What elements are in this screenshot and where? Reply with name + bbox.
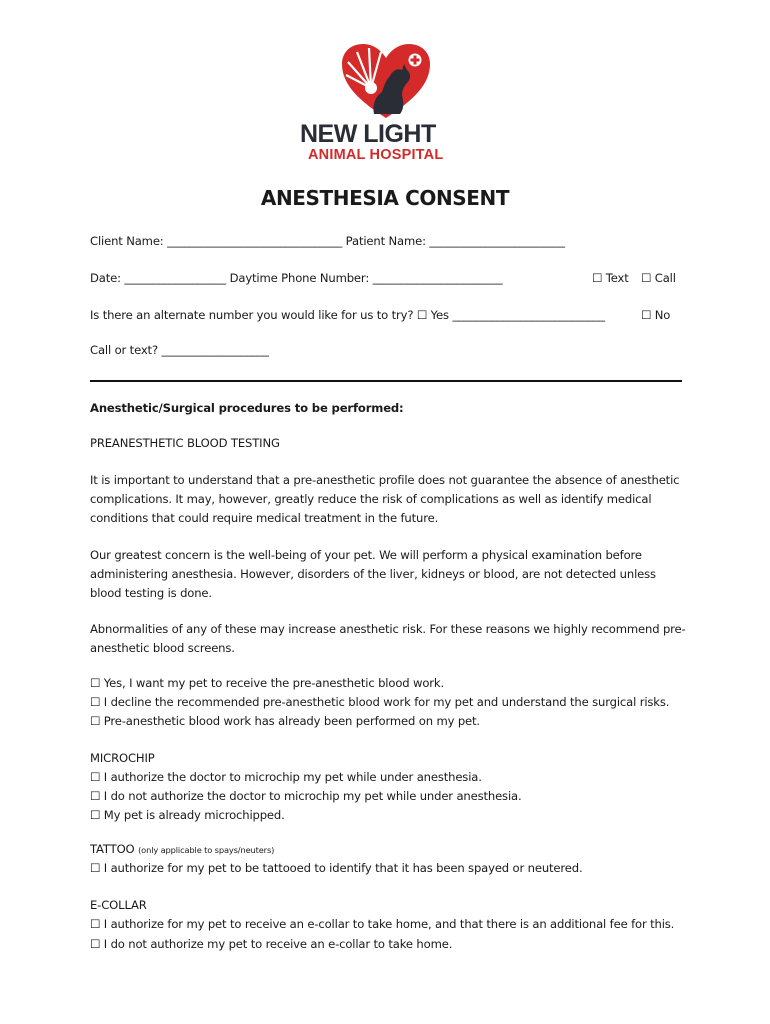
brand-subtitle: ANIMAL HOSPITAL [308, 147, 444, 163]
procedures-heading: Anesthetic/Surgical procedures to be performed: [90, 401, 404, 415]
blood-work-yes-option[interactable]: ☐ Yes, I want my pet to receive the pre-anesthetic blood work. [90, 676, 445, 690]
alternate-number-field[interactable]: Is there an alternate number you would like for us to try? ☐ Yes ___________________________ [90, 308, 605, 322]
blood-testing-paragraph-3: Abnormalities of any of these may increase anesthetic risk. For these reasons we highly recommend pre-anesthetic blood screens. [90, 622, 686, 655]
tattoo-authorize-option[interactable]: ☐ I authorize for my pet to be tattooed to identify that it has been spayed or neutered. [90, 861, 583, 875]
blood-testing-heading: PREANESTHETIC BLOOD TESTING [90, 436, 280, 450]
hospital-logo [338, 42, 434, 120]
blood-testing-paragraph-1: It is important to understand that a pre-anesthetic profile does not guarantee the absence of anesthetic complications. It may, however, greatly reduce the risk of complications as well as identify medical conditions that could require medical treatment in the future. [90, 473, 680, 525]
divider [90, 380, 682, 382]
medical-cross-icon [409, 54, 422, 67]
ecollar-heading: E-COLLAR [90, 898, 147, 912]
no-checkbox[interactable]: ☐ No [641, 308, 671, 322]
page-title: ANESTHESIA CONSENT [260, 186, 510, 210]
text-checkbox[interactable]: ☐ Text [592, 271, 629, 285]
tattoo-note: (only applicable to spays/neuters) [138, 845, 275, 855]
blood-work-done-option[interactable]: ☐ Pre-anesthetic blood work has already been performed on my pet. [90, 714, 480, 728]
microchip-heading: MICROCHIP [90, 751, 155, 765]
ecollar-decline-option[interactable]: ☐ I do not authorize my pet to receive an e-collar to take home. [90, 937, 453, 951]
call-or-text-field[interactable]: Call or text? ___________________ [90, 343, 269, 357]
tattoo-heading: TATTOO [90, 842, 135, 856]
microchip-already-option[interactable]: ☐ My pet is already microchipped. [90, 808, 285, 822]
call-checkbox[interactable]: ☐ Call [641, 271, 676, 285]
tattoo-heading-row [90, 842, 274, 856]
client-patient-name-field[interactable]: Client Name: _______________________________ Patient Name: ________________________ [90, 234, 565, 248]
microchip-authorize-option[interactable]: ☐ I authorize the doctor to microchip my pet while under anesthesia. [90, 770, 482, 784]
blood-work-decline-option[interactable]: ☐ I decline the recommended pre-anesthetic blood work for my pet and understand the surgical risks. [90, 695, 670, 709]
ecollar-authorize-option[interactable]: ☐ I authorize for my pet to receive an e-collar to take home, and that there is an additional fee for this. [90, 917, 675, 931]
brand-name: NEW LIGHT [300, 120, 436, 148]
blood-testing-paragraph-2: Our greatest concern is the well-being of your pet. We will perform a physical examination before administering anesthesia. However, disorders of the liver, kidneys or blood, are not detected unless blood testing is done. [90, 548, 656, 600]
date-phone-field[interactable]: Date: __________________ Daytime Phone Number: _______________________ [90, 271, 503, 285]
microchip-decline-option[interactable]: ☐ I do not authorize the doctor to microchip my pet while under anesthesia. [90, 789, 522, 803]
